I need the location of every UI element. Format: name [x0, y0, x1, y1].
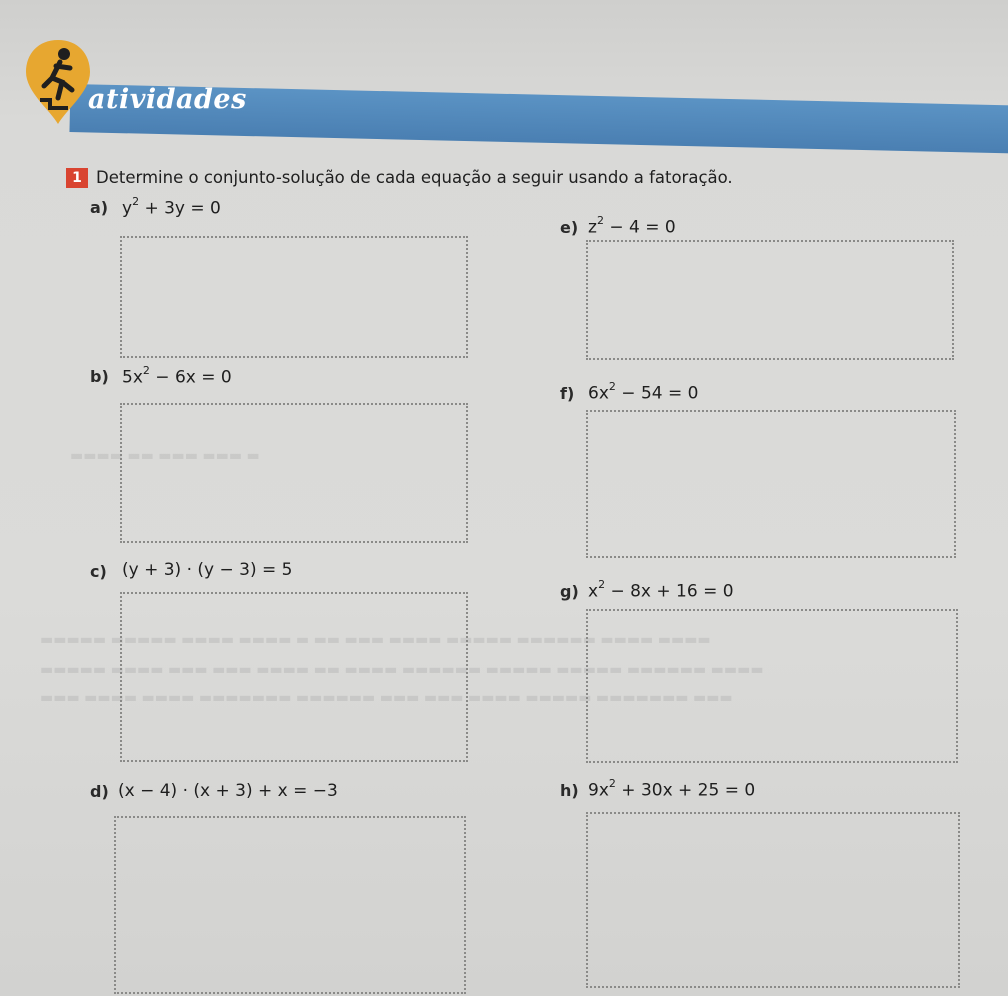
equation-h: $9x^2 + 30x + 25 = 0$ — [588, 777, 756, 801]
section-title: atividades — [88, 84, 247, 115]
question-instruction: Determine o conjunto-solução de cada equação a seguir usando a fatoração. — [96, 168, 733, 187]
item-label-b: b) — [90, 367, 109, 386]
item-label-a: a) — [90, 198, 109, 217]
show-through-text: ▬▬▬▬▬ ▬▬▬▬ ▬▬▬ ▬▬▬ ▬▬▬▬ ▬▬ ▬▬▬▬ ▬▬▬▬▬▬ ▬▬▬▬▬ ▬▬▬▬▬ ▬▬▬▬▬▬ ▬▬▬▬ — [40, 662, 764, 678]
answer-box-d[interactable] — [114, 816, 466, 994]
item-label-c: c) — [90, 562, 107, 581]
equation-c: (y + 3) · (y − 3) = 5 — [122, 560, 293, 580]
climber-icon — [20, 36, 96, 126]
equation-d: (x − 4) · (x + 3) + x = −3 — [118, 781, 338, 801]
item-label-e: e) — [560, 218, 579, 237]
answer-box-g[interactable] — [586, 609, 958, 763]
answer-box-a[interactable] — [120, 236, 468, 358]
item-label-d: d) — [90, 782, 109, 801]
answer-box-h[interactable] — [586, 812, 960, 988]
show-through-text: ▬▬▬▬▬ ▬▬▬▬▬ ▬▬▬▬ ▬▬▬▬ ▬ ▬▬ ▬▬▬ ▬▬▬▬ ▬▬▬▬▬ ▬▬▬▬▬▬ ▬▬▬▬ ▬▬▬▬ — [40, 632, 711, 648]
equation-e: $z^2 - 4 = 0$ — [588, 214, 676, 238]
answer-box-f[interactable] — [586, 410, 956, 558]
item-label-h: h) — [560, 781, 579, 800]
item-label-g: g) — [560, 582, 579, 601]
equation-b: $5x^2 - 6x = 0$ — [122, 364, 232, 388]
equation-f: $6x^2 - 54 = 0$ — [588, 380, 699, 404]
show-through-text: ▬▬▬ ▬▬▬▬ ▬▬▬▬ ▬▬▬▬▬▬▬ ▬▬▬▬▬▬ ▬▬▬ ▬▬▬ ▬▬▬▬ ▬▬▬▬▬ ▬▬▬▬▬▬▬ ▬▬▬ — [40, 690, 733, 706]
answer-box-c[interactable] — [120, 592, 468, 762]
equation-a: $y^2 + 3y = 0$ — [122, 195, 221, 219]
answer-box-e[interactable] — [586, 240, 954, 360]
question-number-badge: 1 — [66, 168, 88, 188]
equation-g: $x^2 - 8x + 16 = 0$ — [588, 578, 734, 602]
item-label-f: f) — [560, 384, 575, 403]
show-through-text: ▬▬▬▬ ▬▬ ▬▬▬ ▬▬▬ ▬ — [70, 448, 260, 464]
answer-box-b[interactable] — [120, 403, 468, 543]
